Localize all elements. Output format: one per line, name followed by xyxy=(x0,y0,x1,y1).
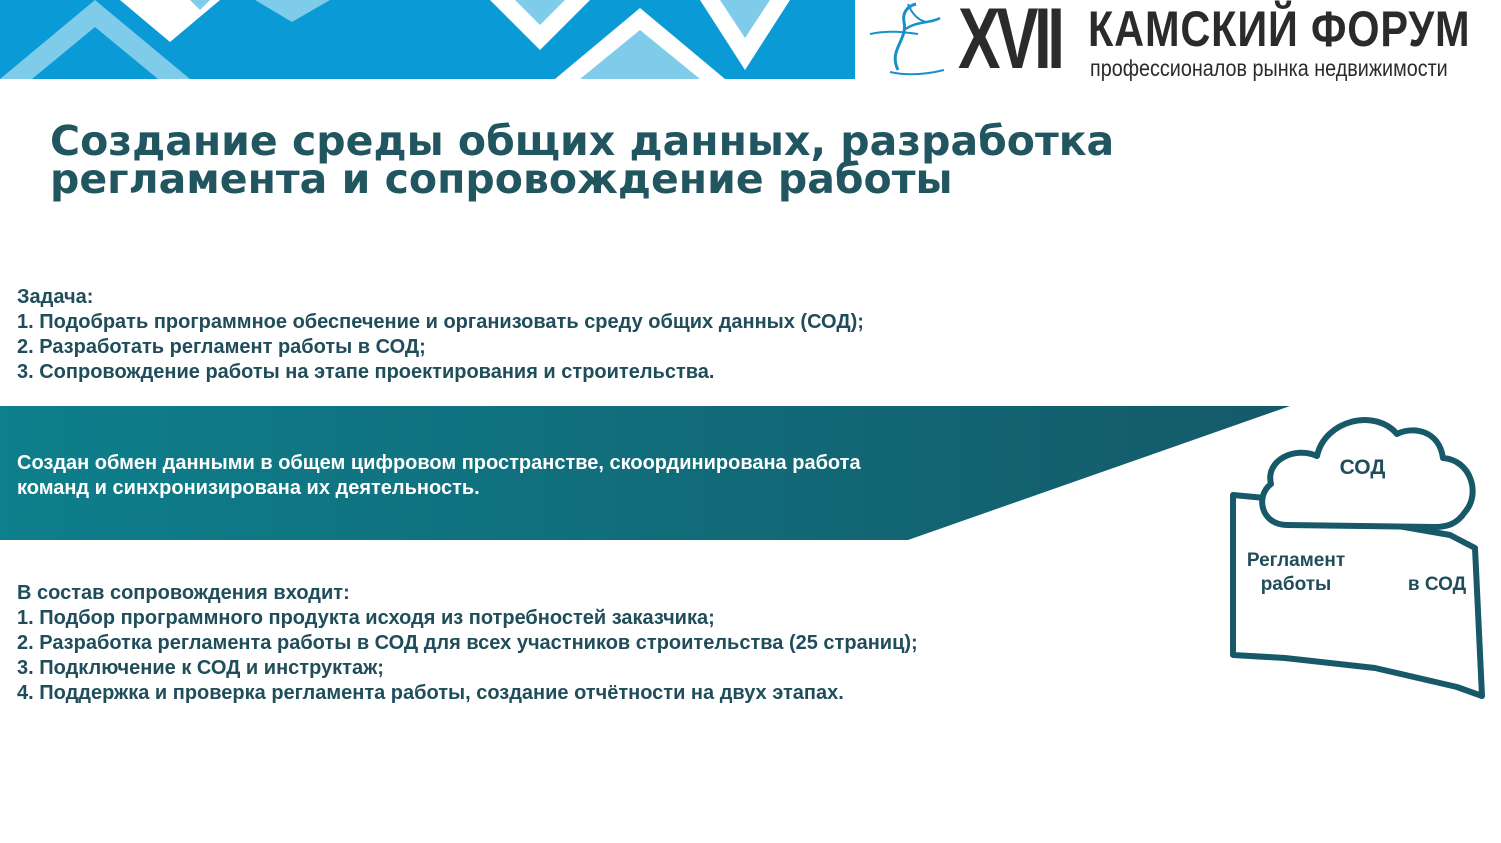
includes-section xyxy=(17,581,918,706)
forum-roman-numeral: XVII xyxy=(958,0,1061,87)
book-right-label: в СОД xyxy=(1407,574,1467,595)
task-section xyxy=(17,285,864,385)
result-text xyxy=(17,451,997,501)
triangle-pattern xyxy=(0,0,855,79)
slide-title: Создание среды общих данных, разработка регламента и сопровождение работы xyxy=(50,117,1115,203)
forum-subtitle: профессионалов рынка недвижимости xyxy=(1090,55,1448,81)
includes-item: 1. Подбор программного продукта исходя из потребностей заказчика; xyxy=(17,607,715,629)
includes-heading: В состав сопровождения входит: xyxy=(17,582,350,604)
result-line: команд и синхронизирована их деятельность. xyxy=(17,477,480,499)
includes-item: 2. Разработка регламента работы в СОД для всех участников строительства (25 страниц); xyxy=(17,632,918,654)
forum-title: КАМСКИЙ ФОРУМ xyxy=(1088,1,1471,57)
result-line: Создан обмен данными в общем цифровом пространстве, скоординирована работа xyxy=(17,452,861,474)
task-item: 2. Разработать регламент работы в СОД; xyxy=(17,336,426,358)
forum-logo-icon xyxy=(868,0,946,79)
cloud-label: СОД xyxy=(1339,456,1386,479)
task-item: 1. Подобрать программное обеспечение и организовать среду общих данных (СОД); xyxy=(17,311,864,333)
book-left-label: Регламент работы xyxy=(1246,550,1346,595)
header-banner xyxy=(0,0,855,79)
includes-item: 4. Поддержка и проверка регламента работы, создание отчётности на двух этапах. xyxy=(17,682,844,704)
task-heading: Задача: xyxy=(17,286,94,308)
includes-item: 3. Подключение к СОД и инструктаж; xyxy=(17,657,384,679)
task-item: 3. Сопровождение работы на этапе проектирования и строительства. xyxy=(17,361,715,383)
